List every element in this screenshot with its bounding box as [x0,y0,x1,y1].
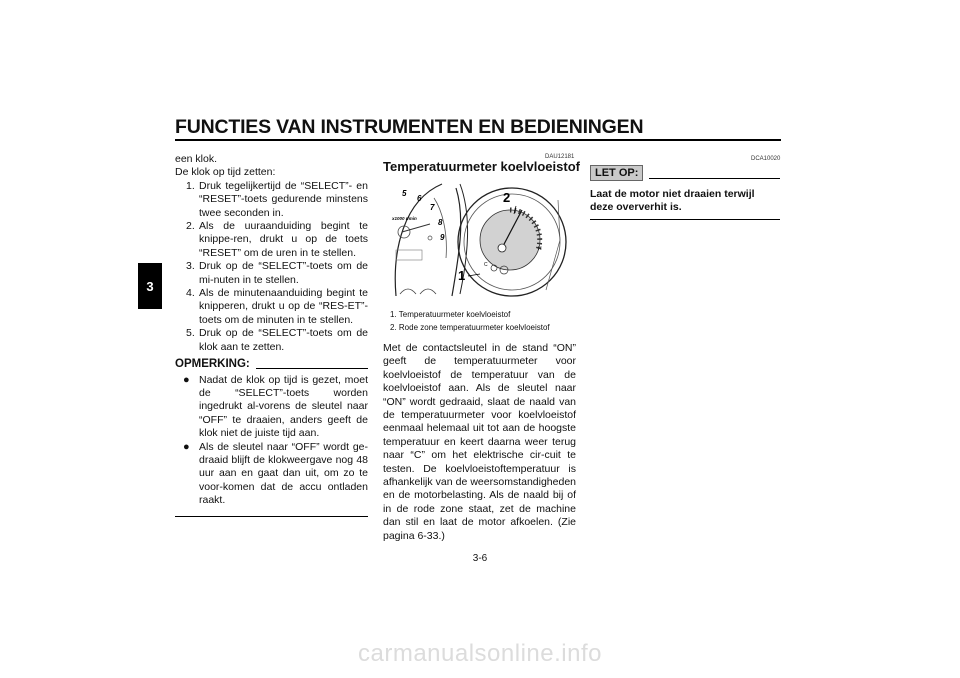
section-title: Temperatuurmeter koelvloeistof [383,159,580,174]
intro-line-2: De klok op tijd zetten: [175,166,276,179]
step-item [175,287,368,327]
caution-box [590,165,780,220]
caption-1: 1. Temperatuurmeter koelvloeistof [390,310,511,319]
header-rule [175,139,781,141]
caution-code: DCA10020 [751,156,781,162]
note-bullet-text: Als de sleutel naar “OFF” wordt ge-draaid blijft de klokweergave nog 48 uur aan en gaat dan uit, om zo te voor-komen dat de accu ontladen raakt. [199,440,368,507]
caution-rule [649,178,780,179]
step-number: 5. [186,327,195,340]
page-number: 3-6 [472,553,488,564]
note-bullets [175,374,368,508]
step-text: Als de uuraanduiding begint te knippe-ren, drukt u op de toets “RESET” om de uren in te stellen. [199,220,368,259]
note-end-rule [175,516,368,517]
caution-end-rule [590,219,780,220]
step-text: Druk op de “SELECT”-toets om de mi-nuten in te stellen. [199,260,368,286]
tick-label: 8 [438,218,443,227]
step-item [175,327,368,354]
caution-badge: LET OP: [590,165,643,181]
watermark: carmanualsonline.info [358,640,602,667]
hot-mark: H [538,246,542,252]
tick-label: 9 [440,233,445,242]
section-code: DAU12181 [545,154,575,160]
temperature-body-text: Met de contactsleutel in de stand “ON” geeft de temperatuurmeter voor koelvloeistof de temperatuur van de koelvloeistof aan. Als de sleutel naar “ON” wordt gedraaid, slaat de naald van de temperatuurmeter voor koelvloeistof eenmaal helemaal uit tot aan de hoogste temperatuur en keert daarna weer terug naar “C” om het elektrische cir-cuit te testen. De koelvloeistoftemperatuur is afhankelijk van de weersomstandigheden en de motorbelasting. Als de naald bij of in de rode zone staat, zet de machine dan stil en laat de motor afkoelen. (Zie pagina 6-33.) [383,342,576,542]
step-item [175,220,368,260]
step-text: Als de minutenaanduiding begint te knipperen, drukt u op de “RES-ET”-toets om de minuten in te stellen. [199,287,368,326]
step-list [175,180,368,354]
gauge-figure [390,180,570,300]
caution-text: Laat de motor niet draaien terwijl deze oververhit is. [590,188,755,213]
note-heading [175,358,368,371]
step-number: 4. [186,287,195,300]
rpm-label: x1000 r/min [392,216,417,221]
step-number: 1. [186,179,195,192]
page-header-title: FUNCTIES VAN INSTRUMENTEN EN BEDIENINGEN [175,116,644,138]
step-number: 3. [186,260,195,273]
tick-label: 5 [402,189,407,198]
tick-label: 7 [430,203,435,212]
step-text: Druk tegelijkertijd de “SELECT”- en “RESET”-toets gedurende minstens twee seconden in. [199,179,368,219]
note-title: OPMERKING: [175,358,250,371]
cold-mark: C [484,262,488,268]
callout-1: 1 [458,268,466,283]
caption-2: 2. Rode zone temperatuurmeter koelvloeistof [390,322,550,332]
note-bullet-text: Nadat de klok op tijd is gezet, moet de “SELECT”-toets worden ingedrukt al-vorens de sleutel naar “OFF” te draaien, anders geeft de klok niet de juiste tijd aan. [199,373,368,440]
intro-line-1: een klok. [175,153,218,165]
column-clock-instructions [175,153,368,517]
step-item [175,260,368,287]
instrument-cluster-illustration [390,180,570,300]
step-text: Druk op de “SELECT”-toets om de klok aan te zetten. [199,327,368,353]
note-rule [256,368,368,369]
note-bullet [175,441,368,508]
bullet-dot-icon: ● [183,373,190,386]
step-item [175,180,368,220]
caution-heading [590,165,780,181]
tick-label: 6 [417,194,422,203]
step-number: 2. [186,220,195,233]
note-bullet [175,374,368,441]
bullet-dot-icon: ● [183,440,190,453]
chapter-tab: 3 [138,263,162,309]
figure-captions [390,309,590,334]
callout-2: 2 [503,190,511,205]
